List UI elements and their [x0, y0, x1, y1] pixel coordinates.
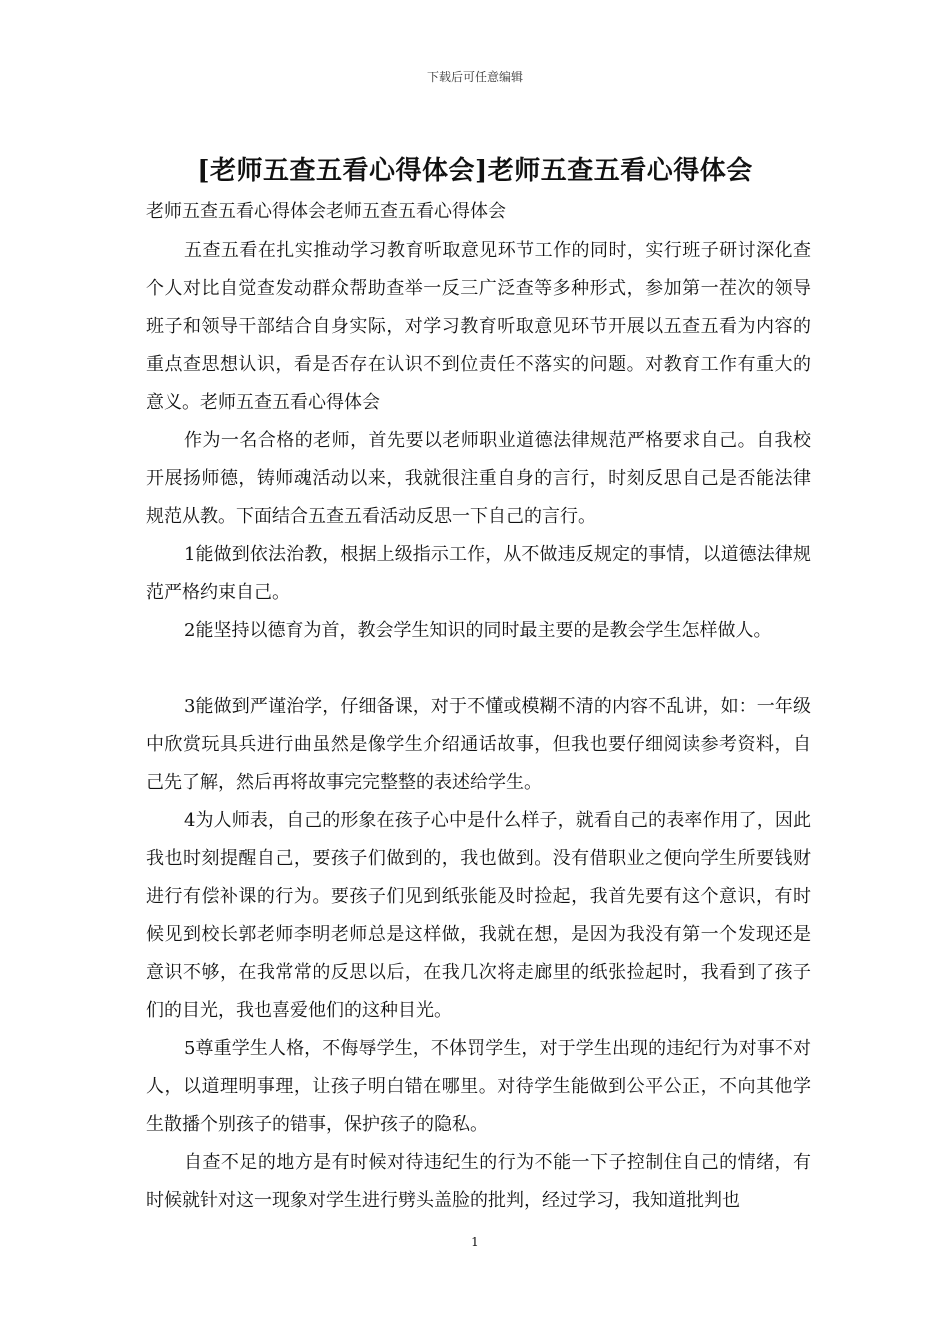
paragraph-point-5: 5尊重学生人格，不侮辱学生，不体罚学生，对于学生出现的违纪行为对事不对人，以道理明事理，让孩子明白错在哪里。对待学生能做到公平公正，不向其他学生散播个别孩子的错事，保护孩子的隐私。: [146, 1038, 811, 1135]
header-note: 下载后可任意编辑: [426, 70, 523, 84]
paragraph-point-2: 2能坚持以德育为首，教会学生知识的同时最主要的是教会学生怎样做人。: [184, 620, 772, 641]
page-number: 1: [471, 1235, 479, 1249]
paragraph-teacher-ethics: 作为一名合格的老师，首先要以老师职业道德法律规范严格要求自己。自我校开展扬师德，铸师魂活动以来，我就很注重自身的言行，时刻反思自己是否能法律规范从教。下面结合五查五看活动反思一下自己的言行。: [146, 430, 811, 527]
paragraph-spacer: [146, 650, 811, 688]
document-body: [146, 198, 811, 1220]
document-subtitle: 老师五查五看心得体会老师五查五看心得体会: [146, 201, 506, 222]
paragraph-point-1: 1能做到依法治教，根据上级指示工作，从不做违反规定的事情，以道德法律规范严格约束自己。: [146, 544, 811, 603]
paragraph-point-3: 3能做到严谨治学，仔细备课，对于不懂或模糊不清的内容不乱讲，如：一年级中欣赏玩具兵进行曲虽然是像学生介绍通话故事，但我也要仔细阅读参考资料，自己先了解，然后再将故事完完整整的表述给学生。: [146, 696, 811, 793]
paragraph-intro: 五查五看在扎实推动学习教育听取意见环节工作的同时，实行班子研讨深化查个人对比自觉查发动群众帮助查举一反三广泛查等多种形式，参加第一茬次的领导班子和领导干部结合自身实际，对学习教育听取意见环节开展以五查五看为内容的重点查思想认识，看是否存在认识不到位责任不落实的问题。对教育工作有重大的意义。老师五查五看心得体会: [146, 240, 811, 413]
paragraph-point-4: 4为人师表，自己的形象在孩子心中是什么样子，就看自己的表率作用了，因此我也时刻提醒自己，要孩子们做到的，我也做到。没有借职业之便向学生所要钱财进行有偿补课的行为。要孩子们见到纸张能及时捡起，我首先要有这个意识，有时候见到校长郭老师李明老师总是这样做，我就在想，是因为我没有第一个发现还是意识不够，在我常常的反思以后，在我几次将走廊里的纸张捡起时，我看到了孩子们的目光，我也喜爱他们的这种目光。: [146, 810, 811, 1021]
paragraph-self-check: 自查不足的地方是有时候对待违纪生的行为不能一下子控制住自己的情绪，有时候就针对这一现象对学生进行劈头盖脸的批判，经过学习，我知道批判也: [146, 1152, 811, 1211]
document-title: [老师五查五看心得体会]老师五查五看心得体会: [197, 156, 753, 186]
